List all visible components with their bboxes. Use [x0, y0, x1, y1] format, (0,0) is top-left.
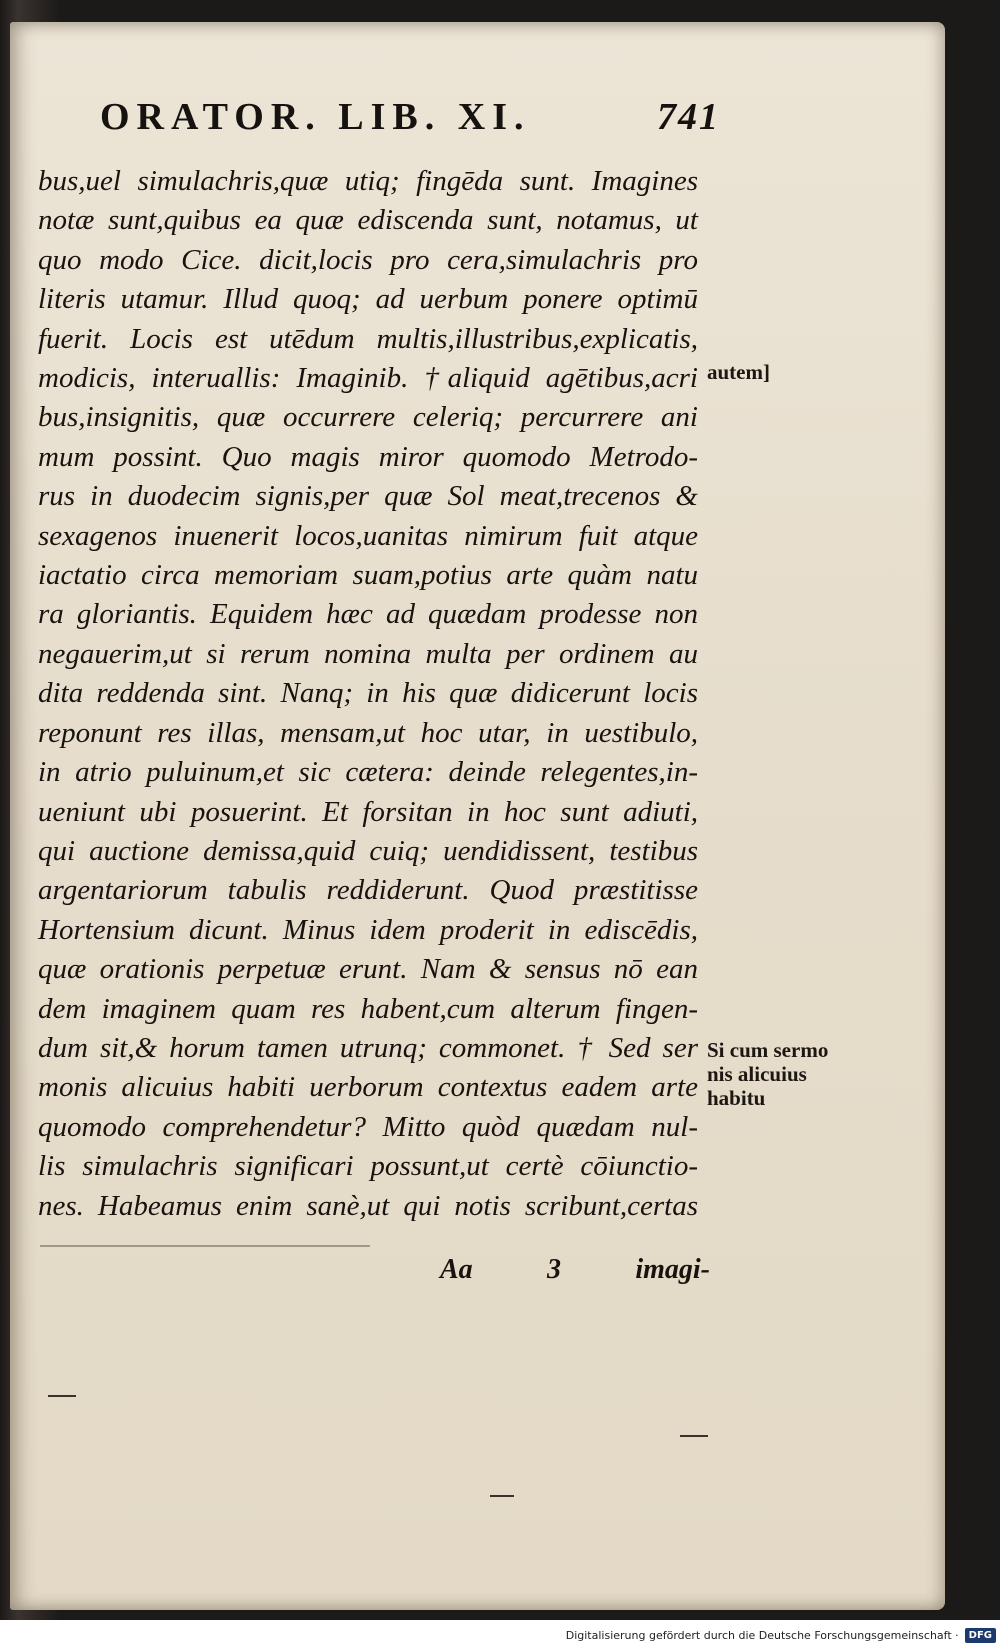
margin-note-si-cum-sermonis — [707, 1038, 857, 1110]
show-through-dash-2 — [680, 1435, 708, 1437]
text-line: lis simulachris significari possunt,ut certè cōiunctio- — [38, 1150, 698, 1183]
margin-note-text: autem] — [707, 360, 770, 384]
show-through-rule — [40, 1245, 370, 1247]
text-line: dum sit,& horum tamen utrunq; commonet. † Sed ser — [38, 1031, 698, 1064]
text-line: literis utamur. Illud quoq; ad uerbum ponere optimū — [38, 283, 698, 316]
text-line: quomodo comprehendetur? Mitto quòd quædam nul- — [38, 1110, 698, 1143]
text-line: quo modo Cice. dicit,locis pro cera,simulachris pro — [38, 243, 698, 276]
show-through-dash-3 — [490, 1495, 514, 1497]
running-head — [100, 95, 720, 145]
dfg-logo: DFG — [965, 1628, 996, 1643]
text-line: bus,insignitis, quæ occurrere celeriq; percurrere ani — [38, 401, 698, 434]
text-line: bus,uel simulachris,quæ utiq; fingēda sunt. Imagines — [38, 165, 698, 197]
text-line: quæ orationis perpetuæ erunt. Nam & sensus nō ean — [38, 953, 698, 986]
margin-note-autem — [707, 360, 770, 384]
text-line: Hortensium dicunt. Minus idem proderit in ediscēdis, — [38, 913, 698, 946]
text-line: dita reddenda sint. Nanq; in his quæ didicerunt locis — [38, 677, 698, 710]
digitization-footer — [0, 1620, 1000, 1651]
margin-note-line: nis alicuius — [707, 1062, 807, 1086]
signature-mark: Aa — [440, 1254, 473, 1285]
show-through-dash-1 — [48, 1395, 76, 1397]
text-line: rus in duodecim signis,per quæ Sol meat,trecenos & — [38, 480, 698, 513]
text-line: mum possint. Quo magis miror quomodo Metrodo- — [38, 440, 698, 473]
text-line: nes. Habeamus enim sanè,ut qui notis scribunt,certas — [38, 1189, 698, 1222]
text-line: in atrio puluinum,et sic cætera: deinde relegentes,in- — [38, 756, 698, 789]
text-line: ueniunt ubi posuerint. Et forsitan in hoc sunt adiuti, — [38, 795, 698, 828]
catchword: imagi- — [635, 1254, 710, 1285]
text-line: qui auctione demissa,quid cuiq; uendidissent, testibus — [38, 834, 698, 867]
text-line: reponunt res illas, mensam,ut hoc utar, in uestibulo, — [38, 716, 698, 749]
text-line: modicis, interuallis: Imaginib. †aliquid agētibus,acri — [38, 362, 698, 395]
text-line: monis alicuius habiti uerborum contextus eadem arte — [38, 1071, 698, 1104]
signature-line — [440, 1254, 710, 1286]
margin-note-line: habitu — [707, 1086, 766, 1110]
text-line: iactatio circa memoriam suam,potius arte quàm natu — [38, 559, 698, 592]
text-line: notæ sunt,quibus ea quæ ediscenda sunt, notamus, ut — [38, 204, 698, 237]
text-line: ra gloriantis. Equidem hæc ad quædam prodesse non — [38, 598, 698, 631]
text-line: sexagenos inuenerit locos,uanitas nimirum fuit atque — [38, 519, 698, 552]
body-text — [38, 162, 698, 1226]
text-line: argentariorum tabulis reddiderunt. Quod præstitisse — [38, 874, 698, 907]
signature-number: 3 — [547, 1254, 561, 1285]
margin-note-line: Si cum sermo — [707, 1038, 829, 1062]
folio-number: 741 — [657, 96, 720, 138]
text-line: negauerim,ut si rerum nomina multa per ordinem au — [38, 637, 698, 670]
text-line: fuerit. Locis est utēdum multis,illustribus,explicatis, — [38, 322, 698, 355]
footer-credit: Digitalisierung gefördert durch die Deutsche Forschungsgemeinschaft · — [565, 1629, 959, 1642]
text-line: dem imaginem quam res habent,cum alterum fingen- — [38, 992, 698, 1025]
running-head-title: ORATOR. LIB. XI. — [100, 96, 531, 138]
